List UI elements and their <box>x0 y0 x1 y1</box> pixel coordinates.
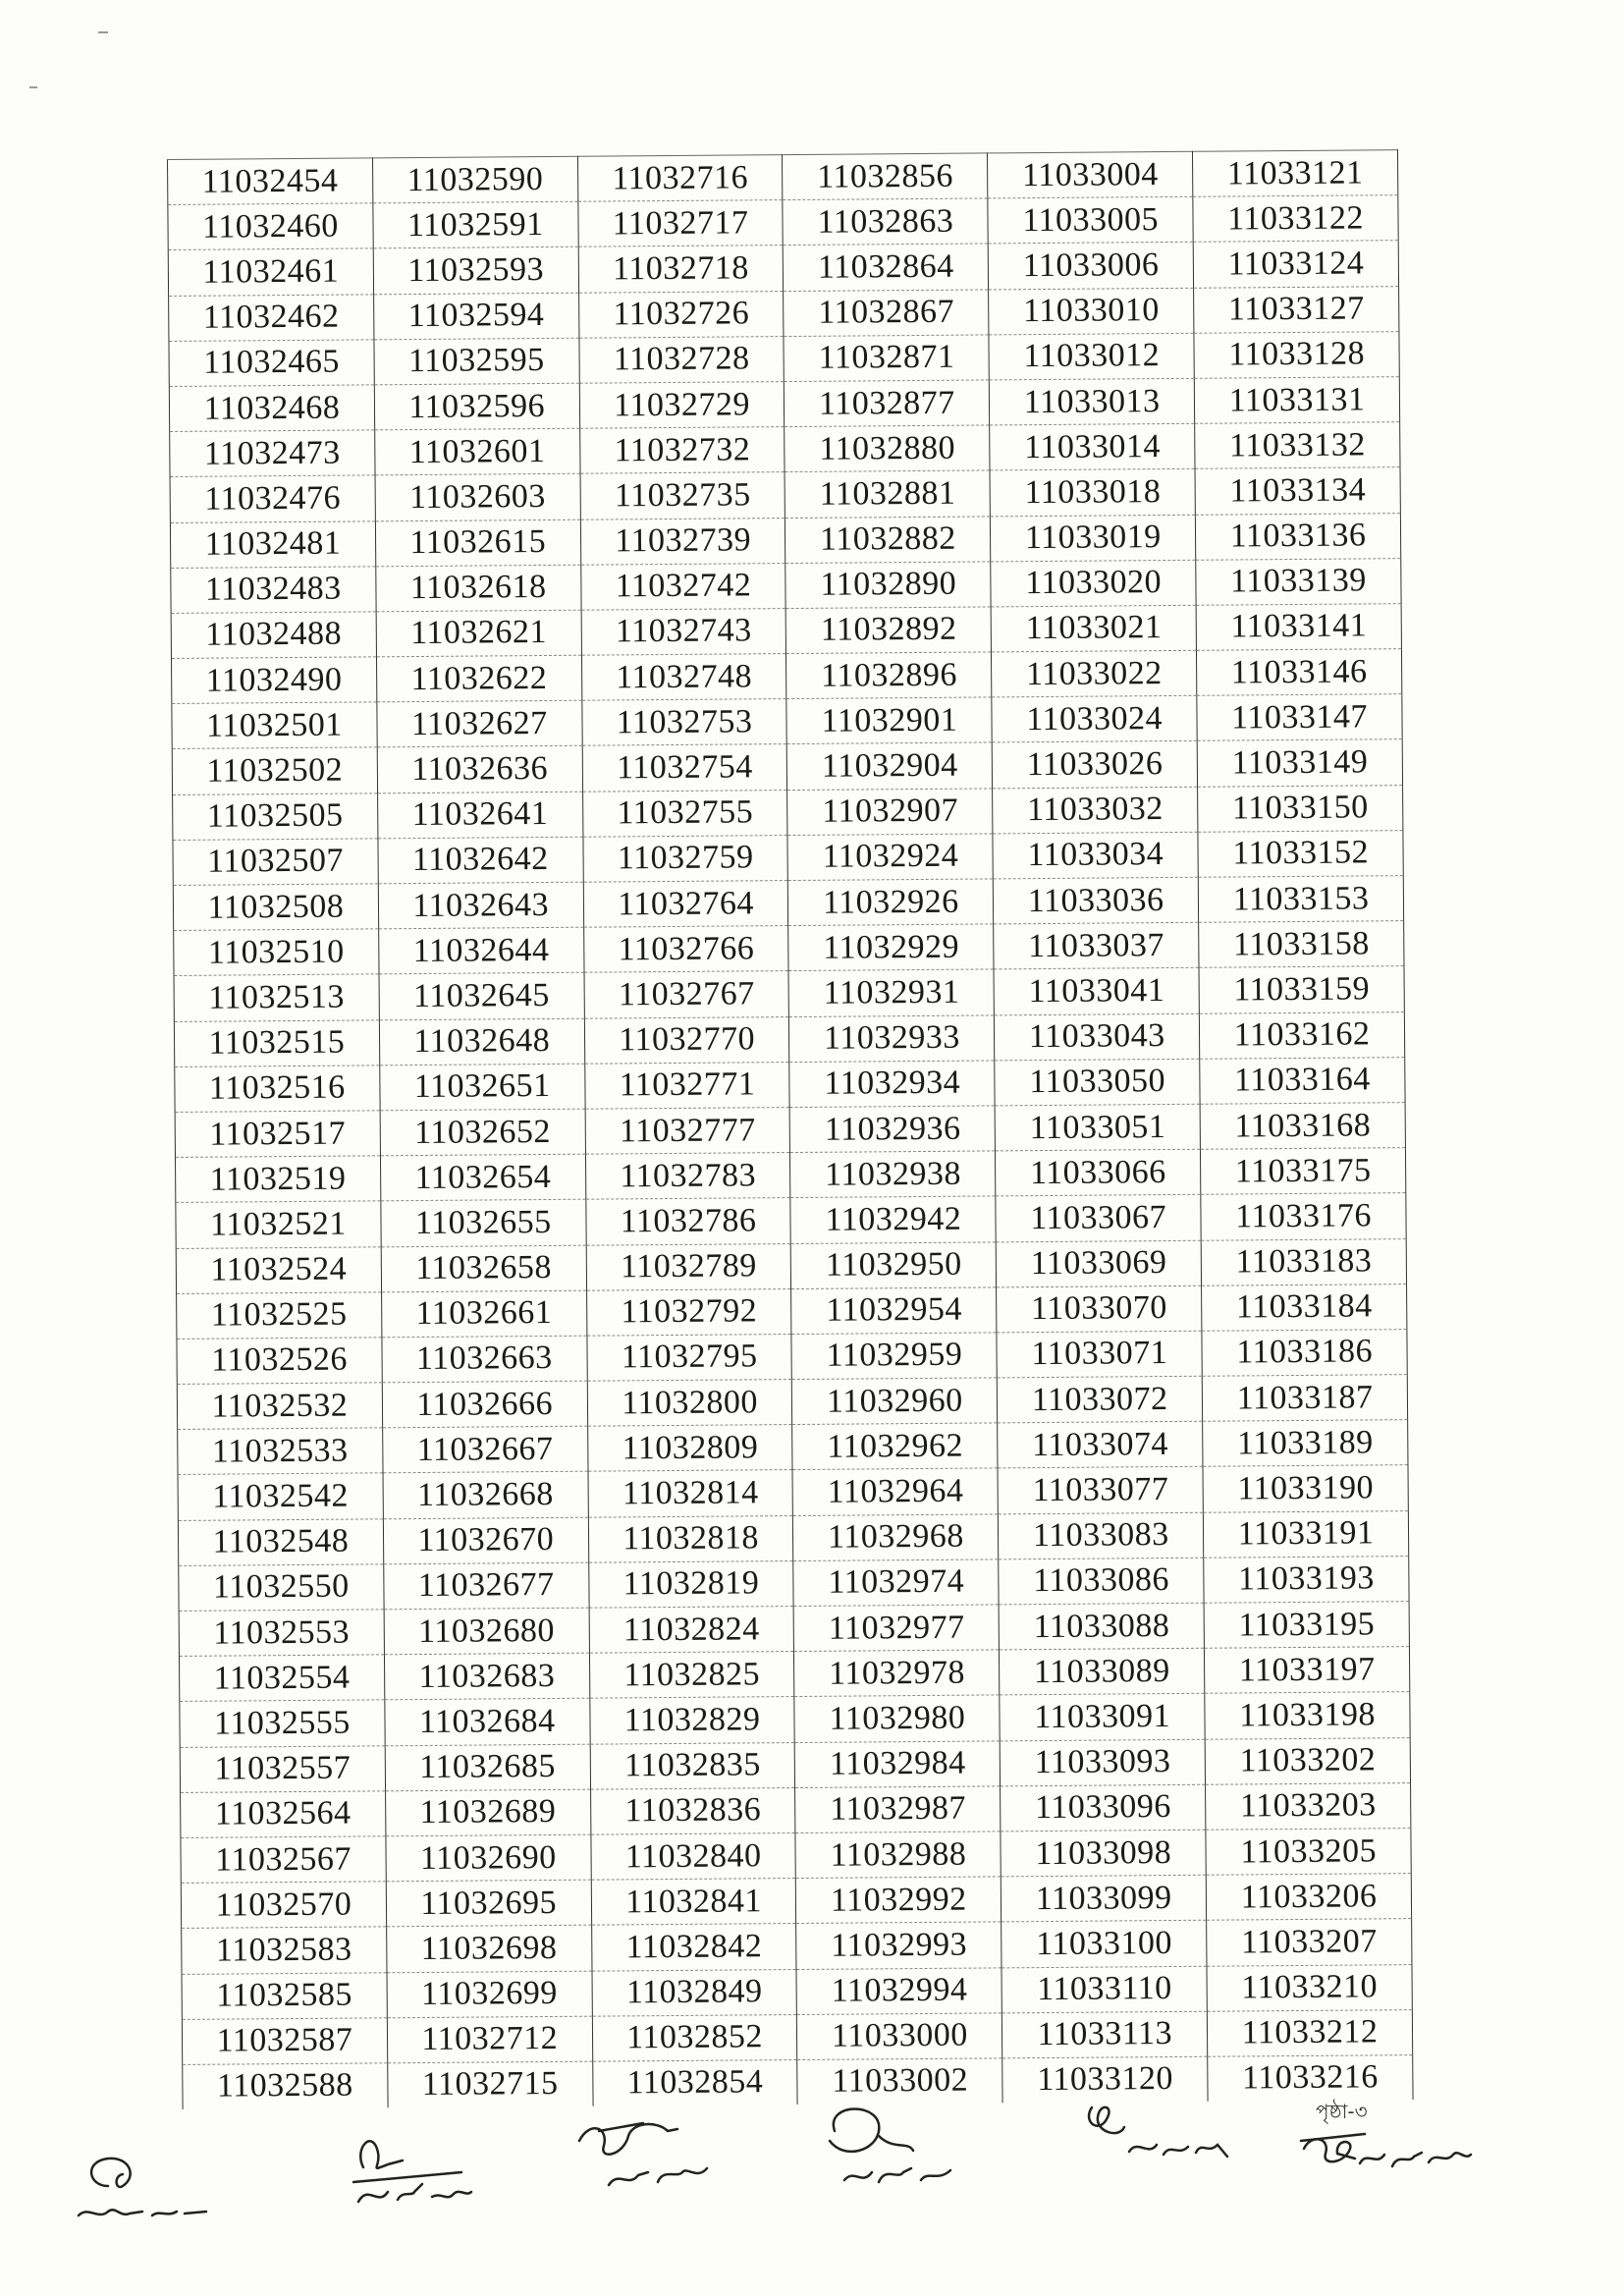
roll-number-cell: 11032643 <box>378 882 583 929</box>
roll-number-cell: 11032726 <box>578 291 784 338</box>
roll-number-cell: 11032553 <box>179 1610 384 1657</box>
roll-number-cell: 11032490 <box>171 657 376 704</box>
roll-number-cell: 11033036 <box>994 877 1199 924</box>
roll-number-cell: 11032753 <box>582 699 787 746</box>
roll-number-cell: 11033012 <box>989 333 1194 380</box>
roll-number-cell: 11033124 <box>1193 241 1398 288</box>
roll-number-cell: 11033002 <box>797 2058 1002 2105</box>
roll-number-cell: 11032454 <box>168 158 373 205</box>
roll-number-cell: 11033131 <box>1194 377 1399 424</box>
roll-number-cell: 11032685 <box>385 1744 590 1791</box>
roll-number-cell: 11032525 <box>177 1292 382 1339</box>
roll-number-cell: 11032814 <box>588 1470 793 1517</box>
roll-number-cell: 11033146 <box>1197 649 1402 696</box>
roll-number-cell: 11032743 <box>581 608 786 655</box>
roll-number-cell: 11033212 <box>1207 2009 1412 2056</box>
roll-number-cell: 11033022 <box>992 650 1197 697</box>
roll-number-cell: 11033198 <box>1205 1692 1410 1739</box>
roll-number-cell: 11032715 <box>388 2061 593 2107</box>
roll-number-cell: 11032777 <box>585 1107 790 1154</box>
roll-number-cell: 11033128 <box>1194 331 1399 378</box>
roll-number-cell: 11032567 <box>181 1836 386 1884</box>
roll-number-cell: 11032570 <box>181 1882 386 1929</box>
roll-number-cell: 11033006 <box>989 243 1194 290</box>
roll-number-cell: 11033110 <box>1001 1966 1207 2013</box>
roll-number-cell: 11033021 <box>991 605 1196 652</box>
roll-number-cell: 11033000 <box>797 2013 1002 2060</box>
roll-number-cell: 11032993 <box>796 1922 1001 1969</box>
roll-number-cell: 11032964 <box>792 1468 998 1515</box>
roll-number-cell: 11032593 <box>373 247 578 295</box>
roll-number-cell: 11033207 <box>1207 1919 1412 1966</box>
roll-number-cell: 11032695 <box>386 1880 591 1927</box>
roll-number-cell: 11032786 <box>585 1198 790 1245</box>
roll-number-cell: 11033050 <box>995 1059 1200 1106</box>
roll-number-cell: 11032461 <box>168 248 373 296</box>
roll-number-cell: 11032907 <box>787 789 993 836</box>
roll-number-cell: 11032795 <box>587 1334 792 1381</box>
roll-number-cell: 11033077 <box>998 1467 1203 1514</box>
roll-number-cell: 11032962 <box>792 1423 998 1470</box>
roll-number-cell: 11032476 <box>170 475 375 522</box>
roll-number-cell: 11033134 <box>1195 467 1400 515</box>
roll-number-cell: 11032587 <box>182 2017 387 2064</box>
signature-5 <box>1080 2098 1247 2181</box>
roll-number-cell: 11033149 <box>1197 739 1402 787</box>
roll-number-cell: 11032942 <box>790 1196 996 1243</box>
roll-number-cell: 11032739 <box>580 518 785 565</box>
roll-number-cell: 11032661 <box>381 1290 586 1338</box>
roll-number-cell: 11033158 <box>1199 921 1404 968</box>
roll-number-cell: 11033099 <box>1001 1875 1207 1922</box>
roll-number-cell: 11032465 <box>169 340 374 387</box>
roll-number-cell: 11033187 <box>1202 1375 1407 1422</box>
roll-number-cell: 11032840 <box>591 1832 796 1880</box>
roll-number-cell: 11033195 <box>1204 1602 1409 1649</box>
roll-number-cell: 11032960 <box>792 1378 998 1425</box>
roll-number-cell: 11033100 <box>1001 1921 1207 1968</box>
roll-number-cell: 11032988 <box>795 1831 1001 1879</box>
roll-number-cell: 11032641 <box>377 792 582 839</box>
roll-number-cell: 11032516 <box>175 1066 380 1113</box>
roll-number-cell: 11033132 <box>1195 422 1400 469</box>
roll-number-cell: 11032667 <box>382 1426 587 1473</box>
roll-number-cell: 11032460 <box>168 203 373 250</box>
scan-mark <box>98 31 108 33</box>
roll-number-cell: 11033162 <box>1200 1011 1405 1059</box>
roll-number-cell: 11032901 <box>786 697 992 744</box>
roll-number-cell: 11033136 <box>1196 513 1401 560</box>
roll-number-cell: 11033014 <box>990 423 1195 470</box>
roll-number-cell: 11032783 <box>585 1153 790 1200</box>
roll-number-cell: 11032554 <box>179 1655 384 1702</box>
roll-number-cell: 11033066 <box>996 1149 1201 1196</box>
roll-number-cell: 11032764 <box>583 881 788 928</box>
roll-number-cell: 11033216 <box>1208 2054 1413 2101</box>
roll-number-cell: 11033089 <box>1000 1648 1205 1695</box>
roll-number-cell: 11032950 <box>791 1241 997 1288</box>
signature-1 <box>69 2147 216 2230</box>
roll-number-cell: 11032507 <box>173 839 378 886</box>
roll-number-cell: 11032766 <box>583 926 788 973</box>
roll-number-cell: 11033037 <box>994 922 1199 969</box>
roll-number-cell: 11033141 <box>1196 604 1401 651</box>
roll-number-cell: 11032596 <box>374 383 579 430</box>
roll-number-cell: 11033020 <box>991 560 1196 607</box>
roll-number-cell: 11032488 <box>171 612 376 659</box>
roll-number-cell: 11032658 <box>381 1245 586 1292</box>
roll-number-cell: 11032615 <box>375 519 580 567</box>
roll-number-cell: 11033127 <box>1194 286 1399 333</box>
roll-number-cell: 11032557 <box>180 1745 385 1792</box>
roll-number-cell: 11033190 <box>1203 1465 1408 1512</box>
roll-number-cell: 11033086 <box>999 1558 1204 1605</box>
signature-6 <box>1296 2119 1483 2203</box>
roll-number-cell: 11032864 <box>784 244 989 291</box>
roll-number-cell: 11032621 <box>376 610 581 657</box>
roll-number-cell: 11033098 <box>1001 1830 1206 1877</box>
roll-number-cell: 11033191 <box>1203 1510 1408 1558</box>
roll-number-cell: 11032759 <box>583 835 788 882</box>
roll-number-cell: 11033168 <box>1200 1103 1405 1150</box>
roll-number-cell: 11032699 <box>387 1971 592 2018</box>
roll-number-cell: 11033203 <box>1206 1782 1411 1830</box>
roll-number-cell: 11032601 <box>375 428 580 475</box>
roll-number-cell: 11033202 <box>1205 1737 1410 1784</box>
roll-number-cell: 11033113 <box>1002 2011 1208 2058</box>
roll-number-cell: 11033193 <box>1204 1556 1409 1603</box>
roll-number-cell: 11032718 <box>578 246 784 293</box>
roll-number-cell: 11032648 <box>379 1018 584 1066</box>
roll-number-cell: 11033083 <box>999 1512 1204 1559</box>
roll-number-cell: 11032645 <box>379 973 584 1020</box>
roll-number-cell: 11032481 <box>170 520 375 568</box>
roll-number-table-wrapper <box>167 149 1414 2109</box>
roll-number-cell: 11032644 <box>378 927 583 974</box>
roll-number-cell: 11033152 <box>1198 830 1403 877</box>
roll-number-cell: 11033041 <box>994 968 1199 1015</box>
roll-number-cell: 11032755 <box>582 790 787 837</box>
roll-number-cell: 11033026 <box>993 741 1198 789</box>
roll-number-cell: 11033206 <box>1206 1874 1411 1921</box>
roll-number-cell: 11032771 <box>584 1062 789 1109</box>
roll-number-cell: 11032502 <box>172 747 377 794</box>
roll-number-cell: 11032595 <box>374 338 579 385</box>
roll-number-cell: 11033070 <box>997 1285 1202 1333</box>
roll-number-cell: 11032684 <box>385 1699 590 1746</box>
roll-number-cell: 11033186 <box>1202 1329 1407 1376</box>
roll-number-cell: 11032984 <box>795 1740 1001 1787</box>
roll-number-cell: 11033034 <box>993 832 1198 879</box>
roll-number-cell: 11032594 <box>373 293 578 340</box>
roll-number-cell: 11032929 <box>788 924 994 971</box>
roll-number-cell: 11032468 <box>169 385 374 432</box>
roll-number-cell: 11032668 <box>383 1472 588 1519</box>
roll-number-cell: 11032521 <box>176 1201 381 1248</box>
signature-2 <box>344 2123 501 2216</box>
roll-number-cell: 11033121 <box>1193 150 1398 197</box>
roll-number-cell: 11032717 <box>578 200 784 247</box>
roll-number-cell: 11032712 <box>387 2016 592 2063</box>
roll-number-cell: 11032994 <box>796 1967 1001 2014</box>
roll-number-cell: 11032501 <box>172 702 377 749</box>
roll-number-cell: 11033088 <box>999 1603 1204 1650</box>
roll-number-cell: 11032824 <box>589 1607 794 1654</box>
roll-number-cell: 11032742 <box>580 563 785 610</box>
roll-number-cell: 11032818 <box>588 1515 793 1562</box>
roll-number-cell: 11033120 <box>1002 2056 1208 2103</box>
roll-number-cell: 11033164 <box>1200 1057 1405 1104</box>
roll-number-cell: 11032954 <box>791 1287 997 1335</box>
roll-number-cell: 11032588 <box>183 2063 388 2109</box>
roll-number-cell: 11032618 <box>376 565 581 612</box>
roll-number-cell: 11032542 <box>178 1473 383 1520</box>
scan-mark <box>29 86 37 88</box>
roll-number-cell: 11032974 <box>793 1559 999 1607</box>
roll-number-cell: 11032938 <box>790 1151 996 1198</box>
roll-number-cell: 11032462 <box>169 294 374 341</box>
roll-number-cell: 11032871 <box>784 335 989 382</box>
roll-number-cell: 11033074 <box>998 1422 1203 1469</box>
roll-number-cell: 11033210 <box>1207 1964 1412 2011</box>
roll-number-cell: 11033069 <box>996 1240 1201 1287</box>
roll-number-cell: 11032835 <box>590 1742 795 1789</box>
roll-number-cell: 11032735 <box>580 472 785 519</box>
roll-number-cell: 11032532 <box>177 1383 382 1430</box>
roll-number-cell: 11032663 <box>382 1336 587 1383</box>
roll-number-cell: 11032677 <box>384 1562 589 1610</box>
roll-number-cell: 11032590 <box>372 156 577 203</box>
roll-number-cell: 11032636 <box>377 746 582 793</box>
roll-number-cell: 11033019 <box>991 515 1196 562</box>
roll-number-cell: 11033018 <box>990 469 1195 517</box>
roll-number-cell: 11033122 <box>1193 195 1398 243</box>
signature-3 <box>569 2102 736 2200</box>
roll-number-cell: 11032931 <box>788 969 994 1016</box>
roll-number-cell: 11032933 <box>789 1014 995 1062</box>
roll-number-cell: 11032483 <box>171 567 376 614</box>
roll-number-cell: 11032841 <box>591 1879 796 1926</box>
roll-number-cell: 11033197 <box>1205 1647 1410 1694</box>
roll-number-cell: 11032836 <box>590 1787 795 1834</box>
roll-number-cell: 11032728 <box>579 336 785 383</box>
roll-number-cell: 11032689 <box>385 1789 590 1836</box>
roll-number-cell: 11032670 <box>383 1517 588 1564</box>
roll-number-cell: 11032809 <box>587 1425 792 1472</box>
roll-number-cell: 11032515 <box>174 1019 379 1066</box>
roll-number-cell: 11033184 <box>1202 1284 1407 1331</box>
roll-number-cell: 11033067 <box>996 1195 1201 1242</box>
roll-number-cell: 11032767 <box>584 971 789 1018</box>
roll-number-cell: 11032936 <box>790 1106 996 1153</box>
roll-number-cell: 11033096 <box>1001 1784 1206 1831</box>
roll-number-cell: 11033159 <box>1199 966 1404 1013</box>
roll-number-cell: 11032550 <box>179 1564 384 1612</box>
roll-number-cell: 11033205 <box>1206 1829 1411 1876</box>
roll-number-cell: 11032926 <box>788 879 994 926</box>
roll-number-cell: 11033004 <box>988 151 1193 198</box>
roll-number-cell: 11032789 <box>586 1243 791 1290</box>
roll-number-cell: 11032987 <box>795 1786 1001 1833</box>
roll-number-cell: 11032698 <box>386 1925 591 1972</box>
roll-number-cell: 11032564 <box>181 1791 386 1838</box>
roll-number-cell: 11032651 <box>380 1064 585 1111</box>
roll-number-cell: 11032881 <box>785 470 991 518</box>
page-number-note: পৃষ্ঠা-৩ <box>1316 2100 1368 2123</box>
roll-number-cell: 11033153 <box>1198 876 1403 923</box>
roll-number-cell: 11032890 <box>785 562 991 609</box>
roll-number-cell: 11033139 <box>1196 558 1401 605</box>
roll-number-cell: 11032642 <box>378 837 583 884</box>
roll-number-cell: 11032934 <box>789 1061 995 1108</box>
roll-number-cell: 11032992 <box>796 1877 1001 1924</box>
roll-number-cell: 11032716 <box>577 155 783 202</box>
roll-number-table-body <box>168 150 1414 2109</box>
roll-number-cell: 11033032 <box>993 787 1198 834</box>
roll-number-cell: 11032603 <box>375 474 580 521</box>
roll-number-cell: 11033051 <box>995 1104 1200 1151</box>
roll-number-cell: 11032977 <box>794 1605 1000 1652</box>
signature-4 <box>805 2102 982 2200</box>
roll-number-cell: 11032519 <box>175 1156 380 1203</box>
roll-number-cell: 11032829 <box>589 1697 794 1744</box>
roll-number-cell: 11032555 <box>180 1700 385 1747</box>
roll-number-cell: 11032825 <box>589 1652 794 1699</box>
roll-number-cell: 11032627 <box>377 700 582 747</box>
roll-number-cell: 11032510 <box>174 929 379 976</box>
roll-number-cell: 11032849 <box>592 1969 797 2016</box>
roll-number-cell: 11033071 <box>997 1331 1202 1378</box>
roll-number-cell: 11032867 <box>784 289 989 336</box>
roll-number-cell: 11032680 <box>384 1608 589 1655</box>
roll-number-cell: 11032652 <box>380 1109 585 1156</box>
roll-number-cell: 11032524 <box>176 1246 381 1293</box>
roll-number-cell: 11032583 <box>182 1927 387 1974</box>
roll-number-cell: 11032856 <box>783 153 988 200</box>
roll-number-cell: 11033043 <box>995 1013 1200 1061</box>
roll-number-cell: 11033010 <box>989 288 1194 335</box>
roll-number-cell: 11032978 <box>794 1650 1000 1697</box>
roll-number-cell: 11033183 <box>1201 1238 1406 1285</box>
roll-number-cell: 11032863 <box>783 198 988 246</box>
roll-number-cell: 11032959 <box>791 1333 997 1380</box>
roll-number-cell: 11032526 <box>177 1338 382 1385</box>
roll-number-cell: 11032505 <box>173 793 378 840</box>
roll-number-table <box>167 149 1414 2109</box>
roll-number-cell: 11032800 <box>587 1380 792 1427</box>
roll-number-cell: 11033150 <box>1198 785 1403 832</box>
roll-number-cell: 11032591 <box>373 201 578 248</box>
roll-number-cell: 11032473 <box>170 430 375 477</box>
roll-number-cell: 11032548 <box>178 1518 383 1565</box>
roll-number-cell: 11032754 <box>582 744 787 792</box>
roll-number-cell: 11032904 <box>787 742 993 790</box>
roll-number-cell: 11032508 <box>173 884 378 931</box>
roll-number-cell: 11033175 <box>1201 1148 1406 1195</box>
roll-number-cell: 11032854 <box>592 2059 797 2105</box>
roll-number-cell: 11032880 <box>785 425 990 472</box>
roll-number-cell: 11032792 <box>586 1288 791 1336</box>
roll-number-cell: 11033024 <box>992 696 1197 743</box>
roll-number-cell: 11032666 <box>382 1381 587 1428</box>
roll-number-cell: 11032882 <box>785 516 991 563</box>
roll-number-cell: 11032732 <box>579 427 785 474</box>
roll-number-cell: 11032968 <box>793 1514 999 1561</box>
roll-number-cell: 11032748 <box>581 654 786 701</box>
roll-number-cell: 11032819 <box>588 1560 793 1608</box>
roll-number-cell: 11032655 <box>381 1199 586 1246</box>
roll-number-cell: 11032980 <box>794 1695 1000 1742</box>
roll-number-cell: 11033189 <box>1203 1420 1408 1467</box>
roll-number-cell: 11033013 <box>990 378 1195 425</box>
roll-number-cell: 11032683 <box>384 1653 589 1700</box>
roll-number-cell: 11032517 <box>175 1111 380 1158</box>
roll-number-cell: 11033091 <box>1000 1694 1205 1741</box>
roll-number-cell: 11032533 <box>178 1428 383 1475</box>
roll-number-cell: 11033147 <box>1197 694 1402 741</box>
roll-number-cell: 11032729 <box>579 382 785 429</box>
roll-number-cell: 11032622 <box>376 655 581 702</box>
roll-number-cell: 11033072 <box>998 1376 1203 1423</box>
roll-number-cell: 11033093 <box>1000 1739 1205 1786</box>
roll-number-cell: 11032513 <box>174 974 379 1021</box>
roll-number-cell: 11032585 <box>182 1972 387 2019</box>
roll-number-cell: 11032877 <box>785 380 990 427</box>
roll-number-cell: 11032654 <box>380 1154 585 1201</box>
roll-number-cell: 11033176 <box>1201 1193 1406 1240</box>
roll-number-cell: 11032852 <box>592 2014 797 2061</box>
roll-number-cell: 11032896 <box>786 652 992 699</box>
roll-number-cell: 11032690 <box>386 1834 591 1882</box>
roll-number-cell: 11032842 <box>591 1924 796 1971</box>
roll-number-cell: 11033005 <box>988 196 1193 244</box>
roll-number-cell: 11032924 <box>787 834 993 881</box>
roll-number-cell: 11032892 <box>786 607 992 654</box>
roll-number-cell: 11032770 <box>584 1016 789 1064</box>
